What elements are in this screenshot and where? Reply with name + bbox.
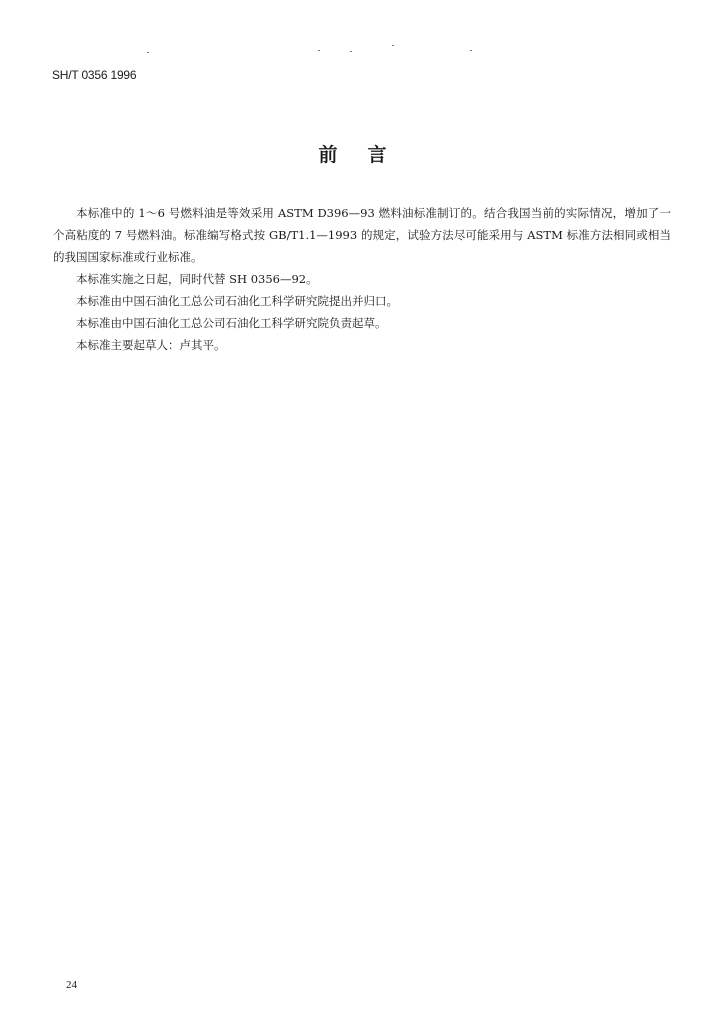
- scan-artifact: [470, 50, 472, 51]
- foreword-body: [53, 202, 671, 356]
- paragraph: 本标准由中国石油化工总公司石油化工科学研究院负责起草。: [76, 316, 387, 330]
- paragraph: 本标准中的 1～6 号燃料油是等效采用 ASTM D396—93 燃料油标准制订的。结合我国当前的实际情况，增加了一个高粘度的 7 号燃料油。标准编写格式按 GB/T1.1—1993 的规定，试验方法尽可能采用与 ASTM 标准方法相同或相当的我国国家标准或行业标准。: [53, 206, 671, 264]
- scan-artifact: [318, 50, 320, 51]
- paragraph: 本标准主要起草人：卢其平。: [76, 338, 226, 352]
- paragraph: 本标准由中国石油化工总公司石油化工科学研究院提出并归口。: [76, 294, 398, 308]
- page-number: 24: [66, 979, 77, 991]
- scan-artifact: [350, 51, 352, 52]
- page-title: 前言: [318, 144, 417, 166]
- standard-code: SH/T 0356 1996: [52, 68, 137, 82]
- scan-artifact: [147, 52, 149, 53]
- scan-artifact: [392, 45, 394, 46]
- paragraph: 本标准实施之日起，同时代替 SH 0356—92。: [76, 272, 318, 286]
